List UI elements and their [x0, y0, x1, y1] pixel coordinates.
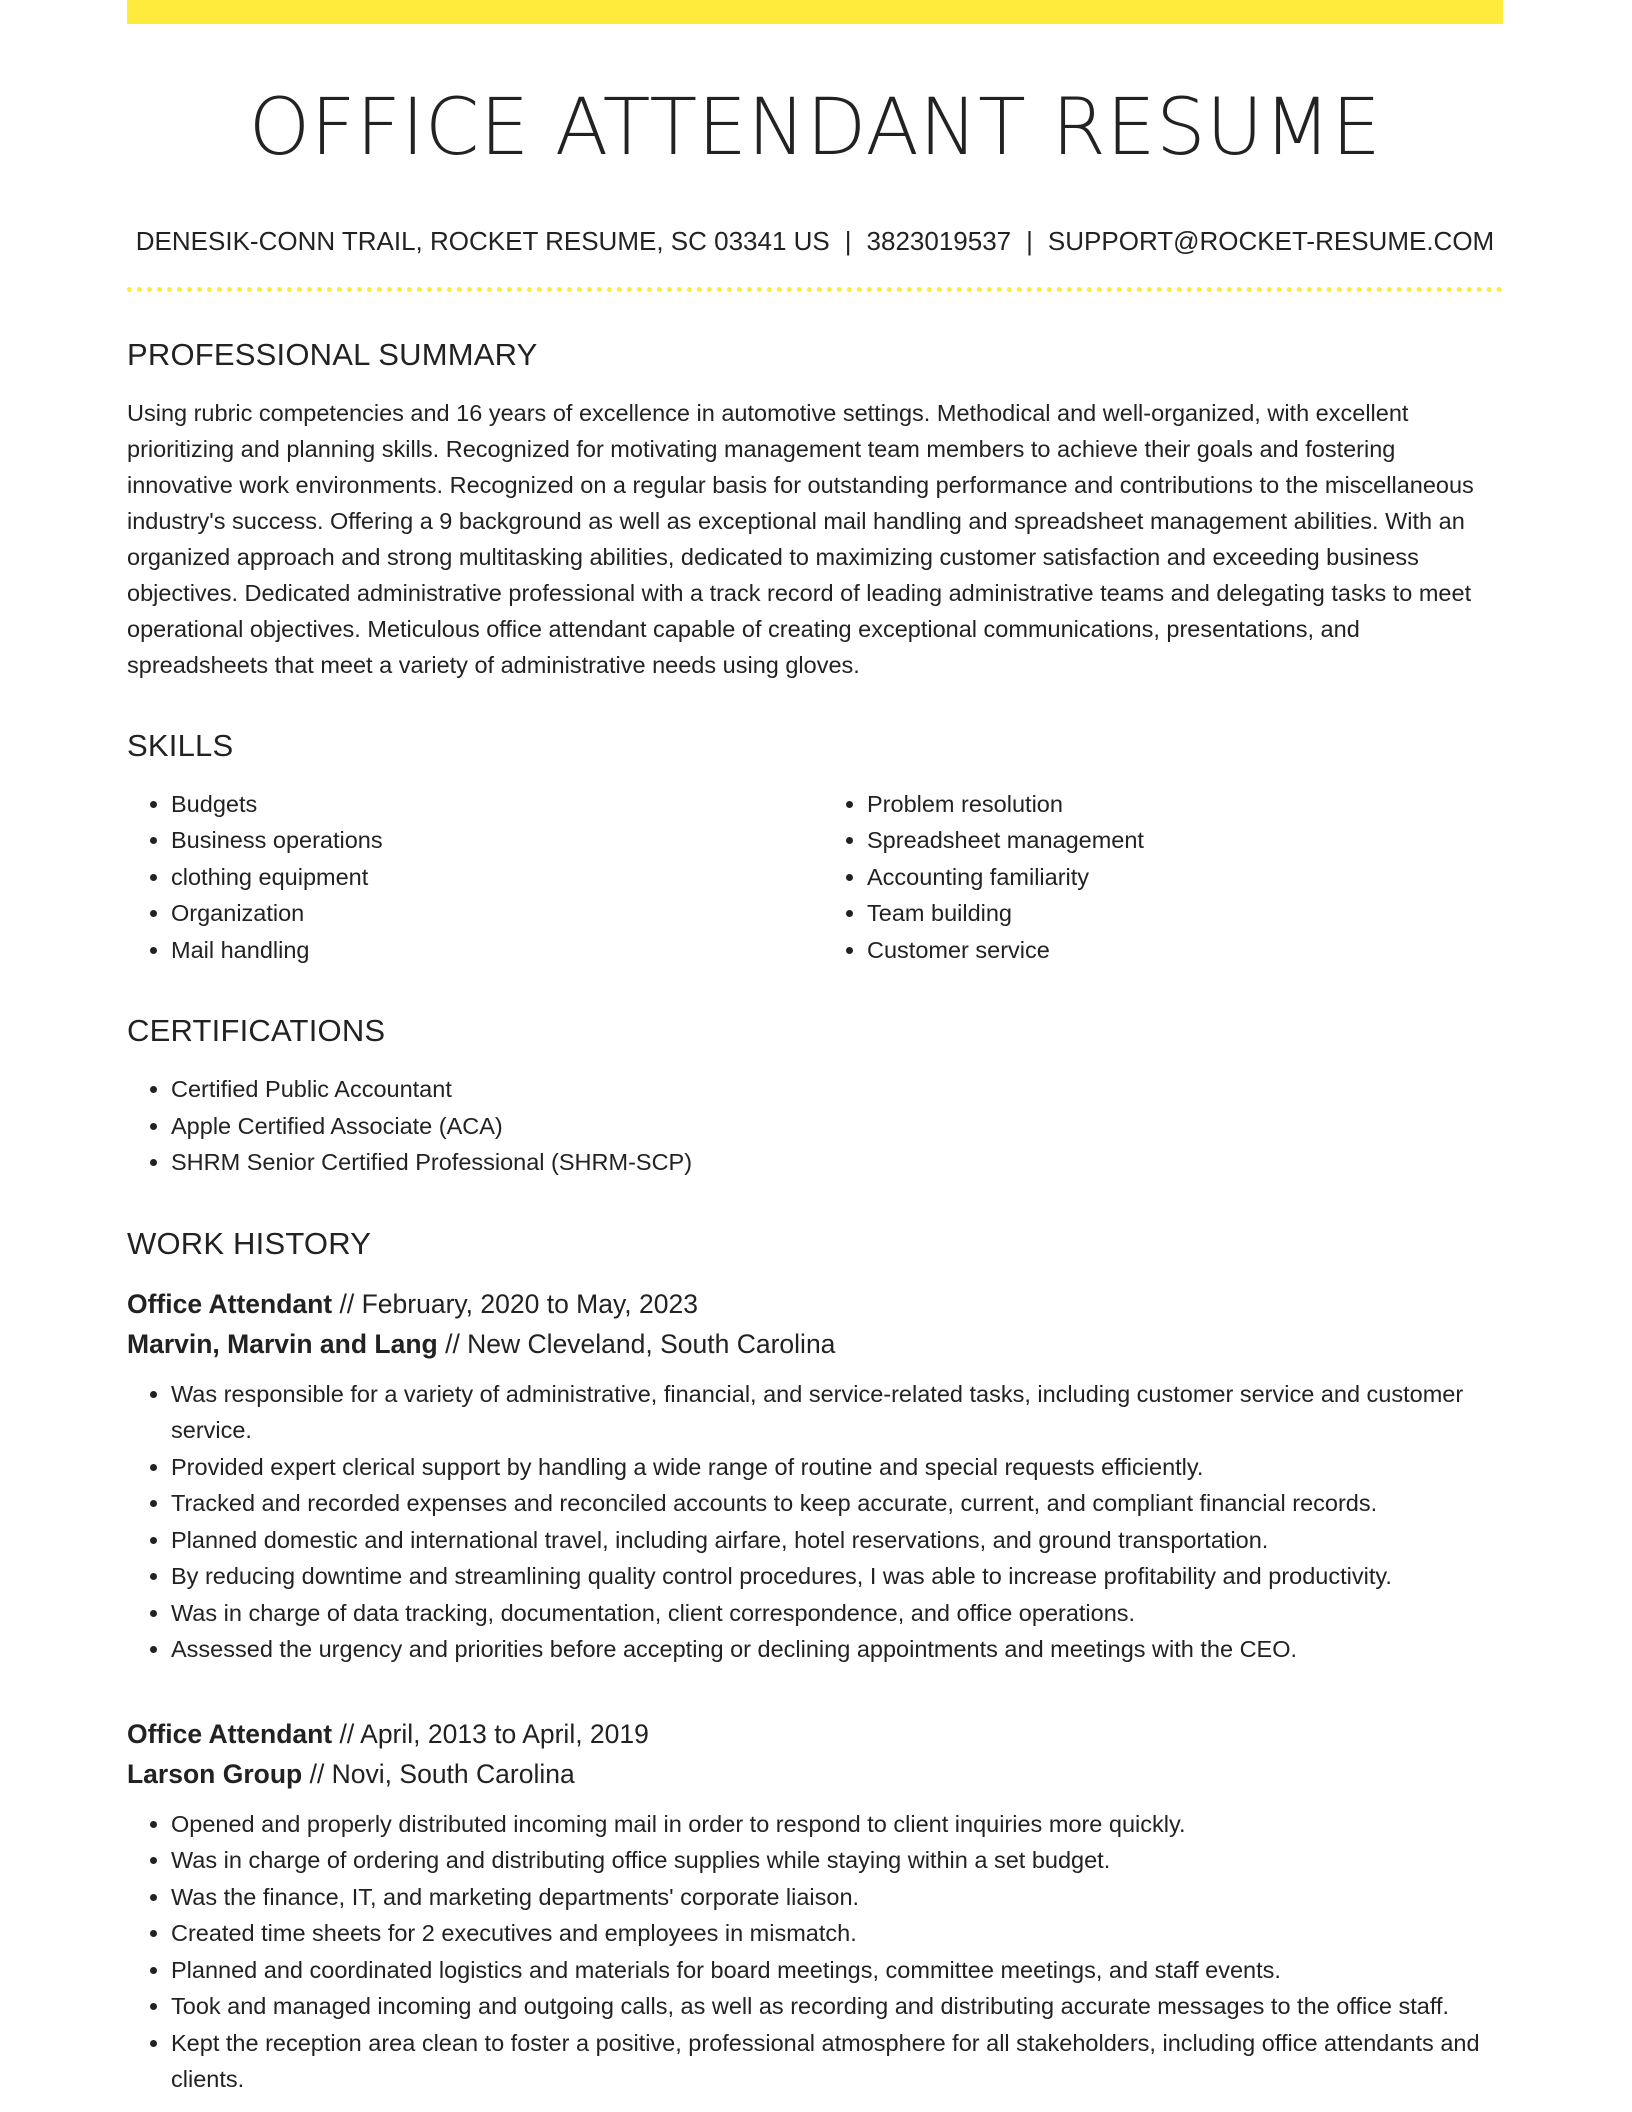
work-history-heading: WORK HISTORY	[127, 1225, 372, 1261]
skills-grid	[127, 786, 1503, 969]
summary-heading: PROFESSIONAL SUMMARY	[127, 336, 538, 372]
certification-item: • Certified Public Accountant	[171, 1071, 1503, 1108]
certification-item: • SHRM Senior Certified Professional (SHRM-SCP)	[171, 1144, 1503, 1181]
skills-heading: SKILLS	[127, 727, 234, 763]
skill-item: • Accounting familiarity	[867, 859, 1503, 896]
job-duty-item: • Tracked and recorded expenses and reconciled accounts to keep accurate, current, and compliant financial records.	[171, 1485, 1503, 1522]
job-duty-item: • Assessed the urgency and priorities before accepting or declining appointments and meetings with the CEO.	[171, 1631, 1503, 1668]
job-title-line	[127, 1284, 1503, 1324]
job-duty-item: • Kept the reception area clean to foster a positive, professional atmosphere for all stakeholders, including office attendants and clients.	[171, 2025, 1503, 2098]
job-location: // New Cleveland, South Carolina	[445, 1328, 836, 1359]
skill-item: • Spreadsheet management	[867, 822, 1503, 859]
skill-item: • Team building	[867, 895, 1503, 932]
contact-email: SUPPORT@ROCKET-RESUME.COM	[1047, 225, 1495, 256]
job-entry	[127, 1284, 1503, 1668]
contact-phone: 3823019537	[866, 225, 1012, 256]
top-accent-bar	[127, 0, 1503, 24]
resume-page	[127, 0, 1503, 2098]
certifications-list	[127, 1071, 1503, 1181]
skill-item: • Budgets	[171, 786, 815, 823]
job-dates: // April, 2013 to April, 2019	[339, 1718, 649, 1749]
contact-line	[127, 226, 1503, 257]
job-entry	[127, 1714, 1503, 2098]
job-duty-item: • Provided expert clerical support by handling a wide range of routine and special requests efficiently.	[171, 1449, 1503, 1486]
contact-separator: |	[844, 225, 852, 256]
summary-text: Using rubric competencies and 16 years of excellence in automotive settings. Methodical and well-organized, with excellent prioritizing and planning skills. Recognized for motivating management team members to achieve their goals and fostering innovative work environments. Recognized on a regular basis for outstanding performance and contributions to the miscellaneous industry's success. Offering a 9 background as well as exceptional mail handling and spreadsheet management abilities. With an organized approach and strong multitasking abilities, dedicated to maximizing customer satisfaction and exceeding business objectives. Dedicated administrative professional with a track record of leading administrative teams and delegating tasks to meet operational objectives. Meticulous office attendant capable of creating exceptional communications, presentations, and spreadsheets that meet a variety of administrative needs using gloves.	[127, 399, 1474, 678]
job-duty-item: • Planned and coordinated logistics and materials for board meetings, committee meetings, and staff events.	[171, 1952, 1503, 1989]
certifications-heading: CERTIFICATIONS	[127, 1013, 386, 1049]
dotted-divider	[127, 287, 1503, 292]
job-duty-item: • Was in charge of ordering and distributing office supplies while staying within a set budget.	[171, 1842, 1503, 1879]
job-title-line	[127, 1714, 1503, 1754]
skill-item: • Customer service	[867, 932, 1503, 969]
skill-item: • Organization	[171, 895, 815, 932]
job-duty-item: • Planned domestic and international travel, including airfare, hotel reservations, and ground transportation.	[171, 1522, 1503, 1559]
job-company-line	[127, 1754, 1503, 1794]
contact-address: DENESIK-CONN TRAIL, ROCKET RESUME, SC 03341 US	[135, 225, 830, 256]
job-location: // Novi, South Carolina	[309, 1758, 575, 1789]
job-dates: // February, 2020 to May, 2023	[339, 1288, 698, 1319]
job-duty-item: • By reducing downtime and streamlining quality control procedures, I was able to increase profitability and productivity.	[171, 1558, 1503, 1595]
job-title: Office Attendant	[127, 1718, 333, 1749]
skill-item: • Mail handling	[171, 932, 815, 969]
job-company: Larson Group	[127, 1758, 303, 1789]
job-duties-list	[127, 1376, 1503, 1668]
certification-item: • Apple Certified Associate (ACA)	[171, 1108, 1503, 1145]
job-company-line	[127, 1324, 1503, 1364]
job-title: Office Attendant	[127, 1288, 333, 1319]
skill-item: • Business operations	[171, 822, 815, 859]
job-company: Marvin, Marvin and Lang	[127, 1328, 438, 1359]
skill-item: • clothing equipment	[171, 859, 815, 896]
skill-item: • Problem resolution	[867, 786, 1503, 823]
skills-list-right	[815, 786, 1503, 969]
job-duties-list	[127, 1806, 1503, 2098]
job-duty-item: • Took and managed incoming and outgoing calls, as well as recording and distributing accurate messages to the office staff.	[171, 1988, 1503, 2025]
resume-title: OFFICE ATTENDANT RESUME	[248, 83, 1382, 173]
job-duty-item: • Was responsible for a variety of administrative, financial, and service-related tasks, including customer service and customer service.	[171, 1376, 1503, 1449]
job-duty-item: • Was the finance, IT, and marketing departments' corporate liaison.	[171, 1879, 1503, 1916]
job-duty-item: • Created time sheets for 2 executives and employees in mismatch.	[171, 1915, 1503, 1952]
job-duty-item: • Opened and properly distributed incoming mail in order to respond to client inquiries more quickly.	[171, 1806, 1503, 1843]
job-duty-item: • Was in charge of data tracking, documentation, client correspondence, and office operations.	[171, 1595, 1503, 1632]
contact-separator: |	[1026, 225, 1033, 256]
skills-list-left	[127, 786, 815, 969]
